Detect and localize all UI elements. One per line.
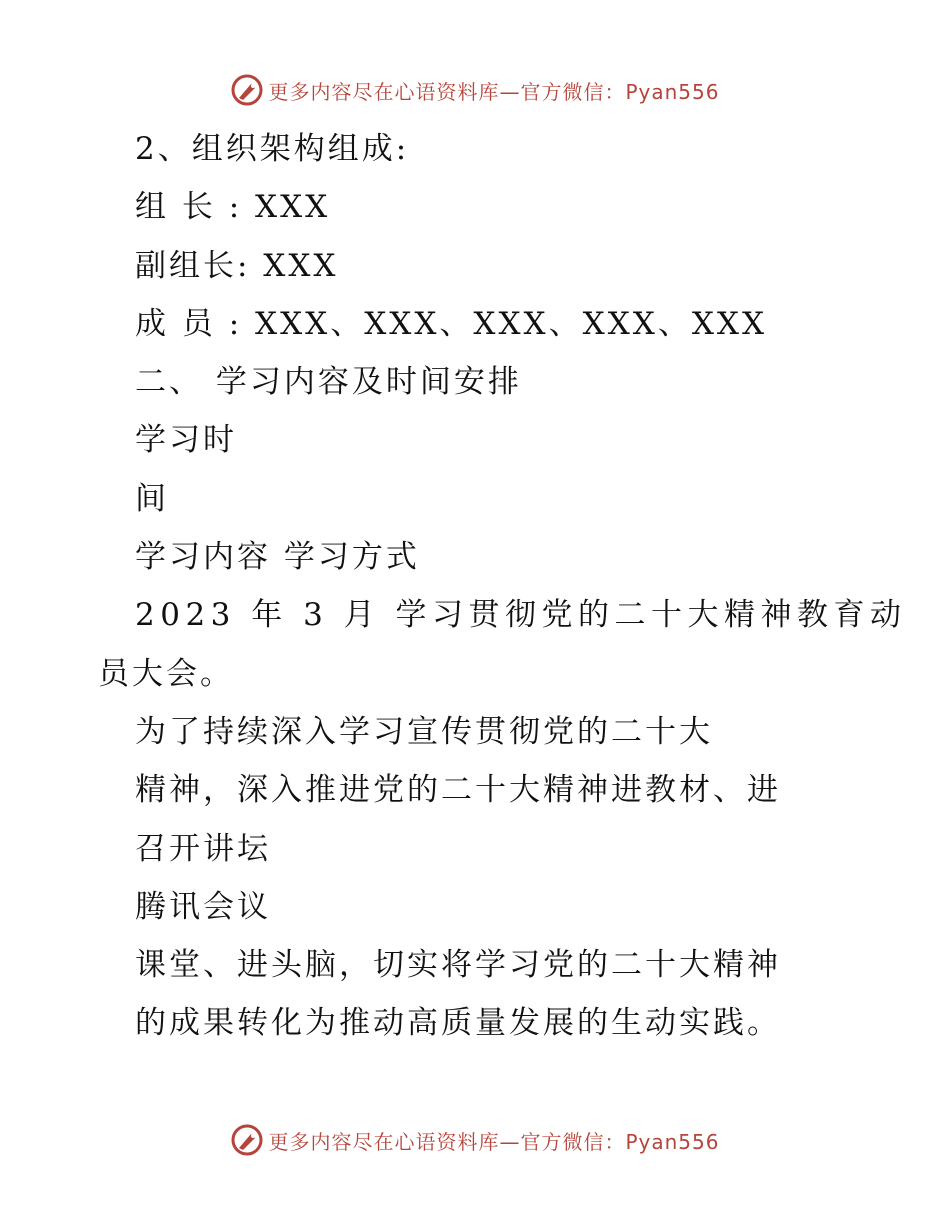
team-leader-line: 组 长 : XXX (135, 189, 331, 226)
watermark-text: 更多内容尽在心语资料库—官方微信：Pyan556 (268, 1129, 720, 1154)
table-header-study-time-part1: 学习时 (135, 422, 237, 459)
study-method-tencent-meeting: 腾讯会议 (135, 888, 271, 925)
paragraph-line: 课堂、进头脑，切实将学习党的二十大精神 (135, 947, 781, 984)
deputy-leader-line: 副组长: XXX (135, 247, 339, 284)
footer-watermark-banner (0, 1120, 950, 1160)
watermark-text: 更多内容尽在心语资料库—官方微信：Pyan556 (268, 79, 720, 104)
pen-nib-logo-icon (230, 1123, 264, 1157)
paragraph-line: 为了持续深入学习宣传贯彻党的二十大 (135, 713, 713, 750)
paragraph-line: 的成果转化为推动高质量发展的生动实践。 (135, 1005, 781, 1042)
pen-nib-logo-icon (230, 73, 264, 107)
members-line: 成 员 : XXX、XXX、XXX、XXX、XXX (135, 305, 768, 342)
section-heading-study-content: 二、 学习内容及时间安排 (135, 364, 522, 401)
document-body (0, 120, 950, 1053)
table-header-study-time-part2: 间 (135, 480, 169, 517)
header-watermark-banner (0, 70, 950, 110)
section-heading-org-structure: 2、组织架构组成: (135, 131, 410, 167)
study-method-forum: 召开讲坛 (135, 830, 271, 867)
paragraph-line: 精神，深入推进党的二十大精神进教材、进 (135, 772, 781, 809)
schedule-entry-march-2023: 2023 年 3 月 学习贯彻党的二十大精神教育动 (135, 597, 907, 634)
table-header-content-method: 学习内容 学习方式 (135, 539, 420, 576)
schedule-entry-continuation: 员大会。 (98, 655, 234, 692)
